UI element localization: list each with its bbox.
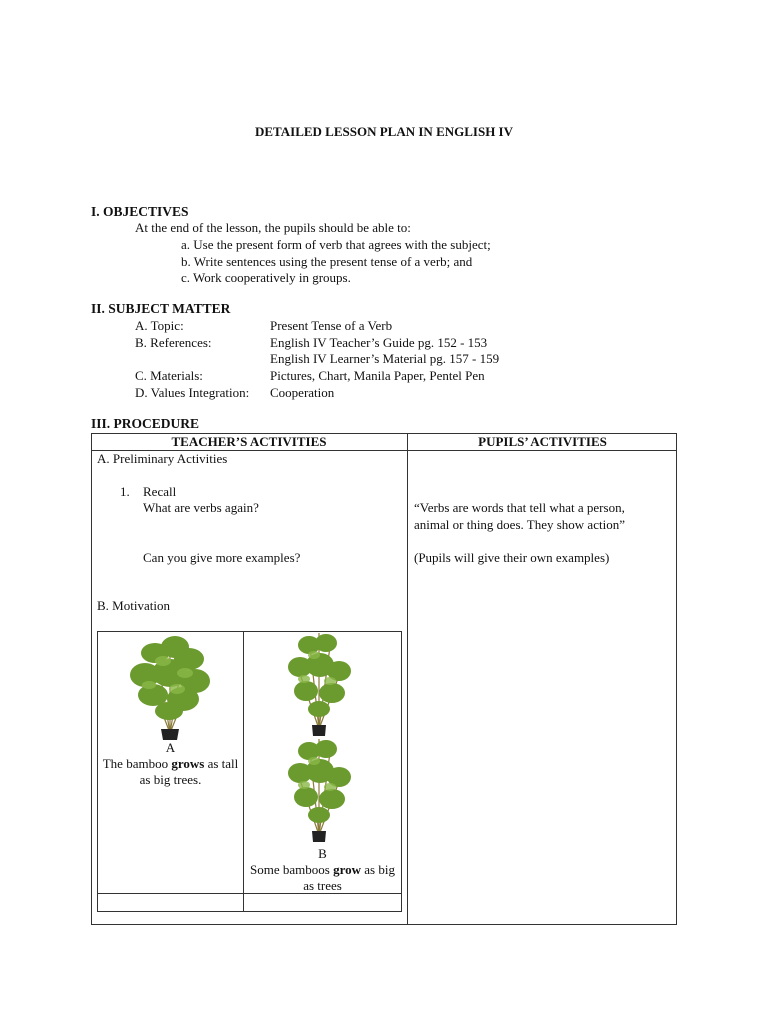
- objective-item-b: b. Write sentences using the present tense of a verb; and: [181, 254, 473, 269]
- recall-answer-line-2: animal or thing does. They show action”: [414, 517, 625, 532]
- recall-answer-line-1: “Verbs are words that tell what a person,: [414, 500, 625, 515]
- subject-matter-heading: II. SUBJECT MATTER: [91, 301, 231, 316]
- preliminary-activities: A. Preliminary Activities: [97, 451, 228, 466]
- recall-label: Recall: [143, 484, 177, 499]
- column-header-pupils: PUPILS’ ACTIVITIES: [478, 434, 607, 449]
- procedure-heading: III. PROCEDURE: [91, 416, 200, 431]
- table-column-divider: [407, 433, 408, 925]
- bamboo-plant-image-b-bottom: [284, 737, 354, 843]
- subject-value-values: Cooperation: [270, 385, 335, 400]
- examples-answer: (Pupils will give their own examples): [414, 550, 610, 565]
- subject-label-values: D. Values Integration:: [135, 385, 250, 400]
- subject-label-materials: C. Materials:: [135, 368, 203, 383]
- picture-b-letter: B: [318, 846, 327, 861]
- picture-a-caption: The bamboo grows as tall as big trees.: [102, 756, 239, 787]
- column-header-teacher: TEACHER’S ACTIVITIES: [171, 434, 327, 449]
- picture-a-verb: grows: [171, 756, 205, 771]
- subject-value-materials: Pictures, Chart, Manila Paper, Pentel Pen: [270, 368, 485, 383]
- subject-value-reference-lm: English IV Learner’s Material pg. 157 - 159: [270, 351, 500, 366]
- recall-question: What are verbs again?: [143, 500, 259, 515]
- page-title: DETAILED LESSON PLAN IN ENGLISH IV: [254, 124, 514, 139]
- picture-b-caption: Some bamboos grow as big as trees: [250, 862, 395, 893]
- picture-b-verb: grow: [333, 862, 362, 877]
- examples-question: Can you give more examples?: [143, 550, 301, 565]
- picture-a-letter: A: [165, 740, 176, 755]
- objective-item-a: a. Use the present form of verb that agrees with the subject;: [181, 237, 491, 252]
- subject-value-topic: Present Tense of a Verb: [270, 318, 393, 333]
- objectives-heading: I. OBJECTIVES: [91, 204, 189, 219]
- recall-number: 1.: [120, 484, 130, 499]
- motivation-label: B. Motivation: [97, 598, 170, 613]
- objectives-intro: At the end of the lesson, the pupils should be able to:: [135, 220, 411, 235]
- subject-label-references: B. References:: [135, 335, 212, 350]
- bamboo-plant-image-a: [125, 633, 215, 741]
- subject-label-topic: A. Topic:: [135, 318, 184, 333]
- subject-value-reference-tg: English IV Teacher’s Guide pg. 152 - 153: [270, 335, 488, 350]
- objective-item-c: c. Work cooperatively in groups.: [181, 270, 351, 285]
- bamboo-plant-image-b-top: [284, 631, 354, 737]
